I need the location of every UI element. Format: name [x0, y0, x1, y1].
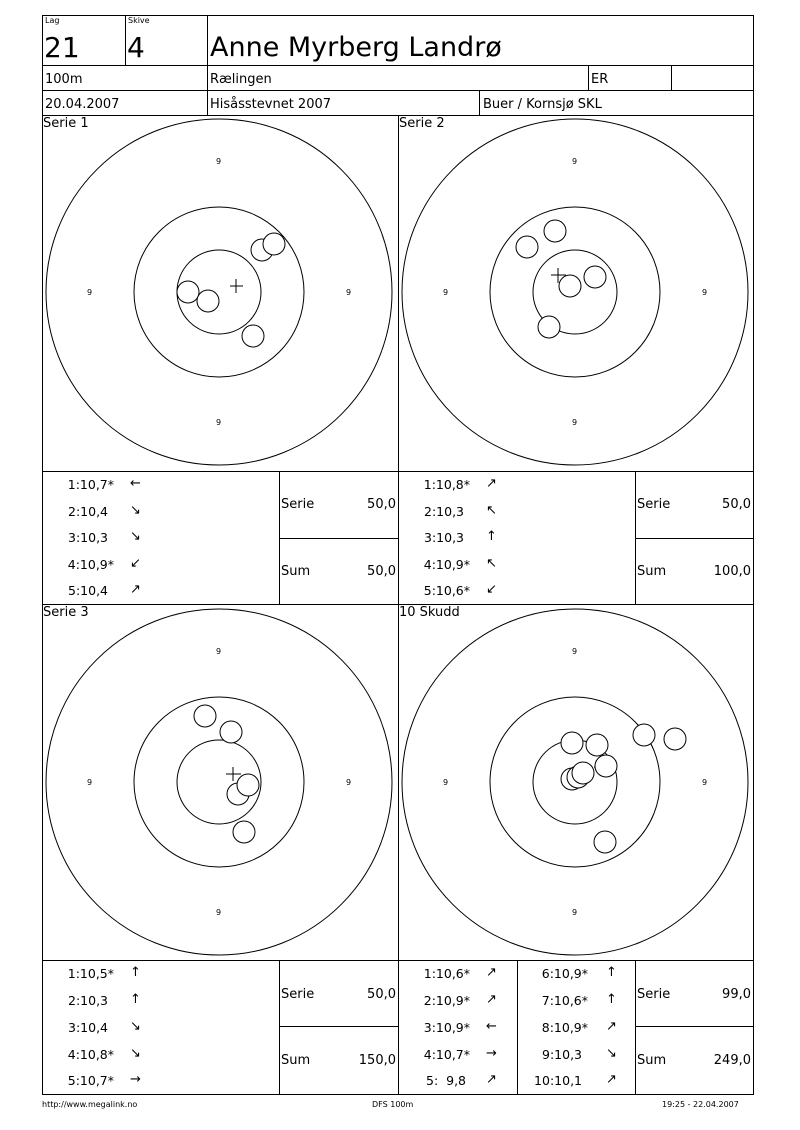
shot-score: 10:10,1	[534, 1073, 582, 1088]
sum-label: Sum	[637, 1053, 667, 1068]
shot-score: 5: 9,8	[426, 1073, 466, 1088]
shot-score: 4:10,8*	[67, 1047, 114, 1062]
shot-score: 3:10,3	[424, 530, 464, 545]
shot-direction-icon: →	[486, 1046, 497, 1061]
class-badge: ER	[591, 72, 609, 87]
sum-label: Sum	[637, 564, 667, 579]
shot-score: 3:10,4	[68, 1020, 108, 1035]
shot-score: 9:10,3	[542, 1047, 582, 1062]
shot-score: 5:10,6*	[423, 583, 470, 598]
shot-direction-icon: ↗	[606, 1072, 617, 1087]
shot-score: 6:10,9*	[541, 966, 588, 981]
shot-score: 8:10,9*	[541, 1020, 588, 1035]
footer-program: DFS 100m	[372, 1100, 414, 1109]
serie-label: Serie	[281, 497, 315, 512]
shot-score: 1:10,8*	[423, 477, 470, 492]
shot-score: 2:10,3	[424, 504, 464, 519]
skive-value: 4	[127, 31, 145, 64]
club: Rælingen	[210, 72, 272, 87]
ring-label-bottom: 9	[572, 908, 578, 917]
shot-score: 5:10,4	[68, 583, 108, 598]
sum-value: 100,0	[713, 564, 751, 579]
serie-value: 50,0	[367, 987, 396, 1002]
shot-direction-icon: ←	[130, 476, 141, 491]
serie-label: Serie	[281, 987, 315, 1002]
shot-direction-icon: ↗	[486, 1072, 497, 1087]
skive-label: Skive	[128, 16, 150, 25]
ring-label-left: 9	[443, 288, 449, 297]
shot-direction-icon: ←	[486, 1019, 497, 1034]
shot-score: 1:10,7*	[67, 477, 114, 492]
shot-direction-icon: ↖	[486, 556, 497, 571]
shot-score: 1:10,5*	[67, 966, 114, 981]
shot-direction-icon: ↘	[130, 1019, 141, 1034]
shot-direction-icon: ↙	[486, 582, 497, 597]
shot-direction-icon: ↗	[486, 965, 497, 980]
panel-title-serie-2: Serie 2	[399, 116, 445, 131]
serie-value: 50,0	[367, 497, 396, 512]
ring-label-top: 9	[216, 157, 222, 166]
sum-value: 150,0	[358, 1053, 396, 1068]
ring-label-right: 9	[346, 778, 352, 787]
event-name: Hisåsstevnet 2007	[210, 97, 332, 112]
shot-score: 5:10,7*	[67, 1073, 114, 1088]
ring-label-right: 9	[702, 288, 708, 297]
sum-label: Sum	[281, 1053, 311, 1068]
ring-label-bottom: 9	[216, 908, 222, 917]
shot-direction-icon: ↑	[130, 992, 141, 1007]
shot-direction-icon: ↖	[486, 503, 497, 518]
panel-title-serie-1: Serie 1	[43, 116, 89, 131]
shot-direction-icon: ↗	[606, 1019, 617, 1034]
ring-label-right: 9	[702, 778, 708, 787]
sum-value: 50,0	[367, 564, 396, 579]
shot-score: 7:10,6*	[541, 993, 588, 1008]
shot-direction-icon: ↘	[130, 1046, 141, 1061]
shot-direction-icon: ↗	[486, 992, 497, 1007]
serie-label: Serie	[637, 497, 671, 512]
ring-label-left: 9	[87, 778, 93, 787]
shot-score: 3:10,3	[68, 530, 108, 545]
shot-direction-icon: ↙	[130, 556, 141, 571]
panel-title-serie-3: Serie 3	[43, 605, 89, 620]
sum-label: Sum	[281, 564, 311, 579]
footer-website-link[interactable]: http://www.megalink.no	[42, 1100, 138, 1109]
shot-score: 4:10,9*	[67, 557, 114, 572]
shot-direction-icon: ↑	[606, 965, 617, 980]
ring-label-right: 9	[346, 288, 352, 297]
ring-label-top: 9	[572, 157, 578, 166]
shot-direction-icon: ↘	[606, 1046, 617, 1061]
ring-label-left: 9	[87, 288, 93, 297]
date: 20.04.2007	[45, 97, 120, 112]
shot-score: 2:10,4	[68, 504, 108, 519]
sum-value: 249,0	[713, 1053, 751, 1068]
serie-label: Serie	[637, 987, 671, 1002]
shot-score: 4:10,9*	[423, 557, 470, 572]
shooter-name: Anne Myrberg Landrø	[210, 32, 502, 63]
shot-direction-icon: ↗	[486, 476, 497, 491]
ring-label-bottom: 9	[572, 418, 578, 427]
shot-direction-icon: ↗	[130, 582, 141, 597]
venue: Buer / Kornsjø SKL	[483, 97, 602, 112]
shot-score: 4:10,7*	[423, 1047, 470, 1062]
shot-direction-icon: ↘	[130, 503, 141, 518]
distance: 100m	[45, 72, 83, 87]
shot-direction-icon: ↘	[130, 529, 141, 544]
ring-label-top: 9	[216, 647, 222, 656]
shot-score: 2:10,9*	[423, 993, 470, 1008]
lag-label: Lag	[45, 16, 60, 25]
lag-value: 21	[44, 31, 80, 64]
shot-score: 2:10,3	[68, 993, 108, 1008]
serie-value: 99,0	[722, 987, 751, 1002]
shot-score: 1:10,6*	[423, 966, 470, 981]
shot-direction-icon: ↑	[130, 965, 141, 980]
serie-value: 50,0	[722, 497, 751, 512]
ring-label-left: 9	[443, 778, 449, 787]
ring-label-top: 9	[572, 647, 578, 656]
footer-timestamp: 19:25 - 22.04.2007	[662, 1100, 739, 1109]
shot-direction-icon: ↑	[486, 529, 497, 544]
panel-title-10-skudd: 10 Skudd	[399, 605, 460, 620]
shot-direction-icon: →	[130, 1072, 141, 1087]
shot-direction-icon: ↑	[606, 992, 617, 1007]
shot-score: 3:10,9*	[423, 1020, 470, 1035]
ring-label-bottom: 9	[216, 418, 222, 427]
